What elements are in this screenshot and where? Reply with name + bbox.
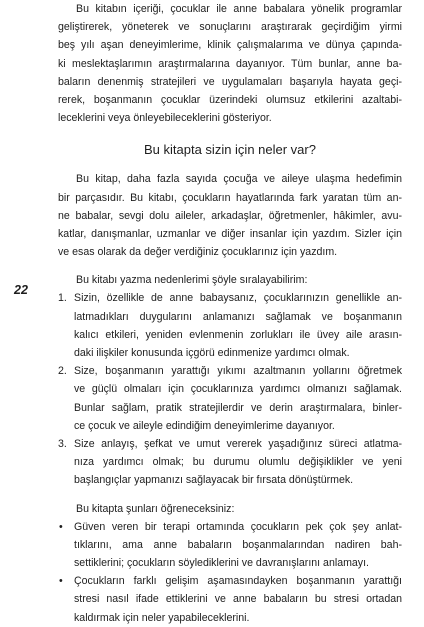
section-heading: Bu kitapta sizin için neler var? <box>144 142 316 158</box>
list-number: 1. <box>58 292 67 305</box>
paragraph-audience <box>58 170 402 261</box>
text-line: • Çocukların farklı gelişim aşamasındayken boşanmanın yarattığı <box>58 572 402 590</box>
text-line: baların denenmiş stratejileri ve uygulamaları başarıyla hayata geçi- <box>58 75 402 88</box>
text-line: 2. Size, boşanmanın yarattığı yıkımı azaltmanın yollarını öğretmek <box>58 362 402 380</box>
text-line: settiklerini; çocukların söylediklerini ve davranışlarını anlamayı. <box>74 557 369 570</box>
text-line: tıklarını, ama anne babaların boşanmalarından nadiren bah- <box>74 538 402 551</box>
page-body <box>58 0 402 627</box>
bullet-icon: • <box>59 520 63 533</box>
list-number: 3. <box>58 437 67 450</box>
bullet-icon: • <box>59 575 63 588</box>
text-line: 3. Size anlayış, şefkat ve umut vererek yaşadığınız süreci atlatma- <box>58 435 402 453</box>
text-line: 1. Sizin, özellikle de anne babaysanız, çocuklarınızın genellikle an- <box>58 289 402 307</box>
text-line: ki meslektaşlarımın araştırmalarına dayanıyor. Tüm bunlar, anne ba- <box>58 57 402 70</box>
text-line: başlangıçlar yapmanızı sağlayacak bir fırsata dönüştürmek. <box>74 474 354 487</box>
text-line: katlar, danışmanlar, uzmanlar ve diğer insanlar için yazdım. Sizler için <box>58 227 402 240</box>
text-line: ve esas olarak da değer verdiğiniz çocuklarınız için yazdım. <box>58 246 338 259</box>
text-line: stresi nasıl ifade ettiklerini ve anne babaların bu stresi ortadan <box>74 593 402 606</box>
text-line: • Güven veren bir terapi ortamında çocukların pek çok şey anlat- <box>58 518 402 536</box>
reasons-intro: Bu kitabı yazma nedenlerimi şöyle sıralayabilirim: <box>76 274 308 287</box>
text-line: rerek, boşanmanın çocuklar üzerindeki olumsuz etkilerini azaltabi- <box>58 93 402 106</box>
text-line: kaldırmak için neler yapabileceklerini. <box>74 611 250 624</box>
intro-paragraph <box>58 0 402 127</box>
text-line: Bunlar sağlam, pratik stratejilerdir ve derin araştırmalara, binler- <box>74 401 402 414</box>
text-line: daki ilişkiler konusunda içgörü edinmenize yardımcı olmak. <box>74 347 350 359</box>
text-line: geliştirerek, yöneterek ve sonuçlarını araştırarak geçirdiğim yirmi <box>58 21 402 34</box>
list-item <box>58 518 402 573</box>
list-item <box>58 362 402 435</box>
learn-list <box>58 518 402 627</box>
text-line: bir parçasıdır. Bu kitabı, çocukların hayatlarında fark yaratan tüm an- <box>58 191 402 204</box>
text-line: latmadıkları duygularını anlamanızı sağlamak ve boşanmanın <box>74 310 402 323</box>
text-line: ne babalar, sevgi dolu aileler, arkadaşlar, öğretmenler, hâkimler, avu- <box>58 209 402 222</box>
text-line: ce çocuk ve aileyle edindiğim deneyimlerime dayanıyor. <box>74 419 335 432</box>
reasons-list <box>58 289 402 489</box>
text-line: leceklerini veya önleyebileceklerini gösteriyor. <box>58 112 272 125</box>
text-line: nıza yardımcı olmak; bu durumu olumlu değişiklikler ve yeni <box>74 456 402 469</box>
list-item <box>58 289 402 362</box>
text-line: Bu kitabın içeriği, çocuklar ile anne babalara yönelik programlar <box>76 3 402 15</box>
text-line: Bu kitap, daha fazla sayıda çocuğa ve aileye ulaşma hedefimin <box>76 173 402 186</box>
list-number: 2. <box>58 365 67 378</box>
text-line: ve güçlü olmaları için çocuklarınıza yardımcı olmanızı sağlamak. <box>74 383 402 396</box>
text-line: beş yılı aşan deneyimlerime, klinik çalışmalarıma ve dünya çapında- <box>58 39 402 52</box>
list-item <box>58 435 402 490</box>
learn-intro: Bu kitapta şunları öğreneceksiniz: <box>76 502 235 515</box>
text-line: kalıcı etkileri, yeniden evlenmenin zorlukları ile üvey aile arasın- <box>74 328 402 341</box>
page-number: 22 <box>14 283 28 297</box>
